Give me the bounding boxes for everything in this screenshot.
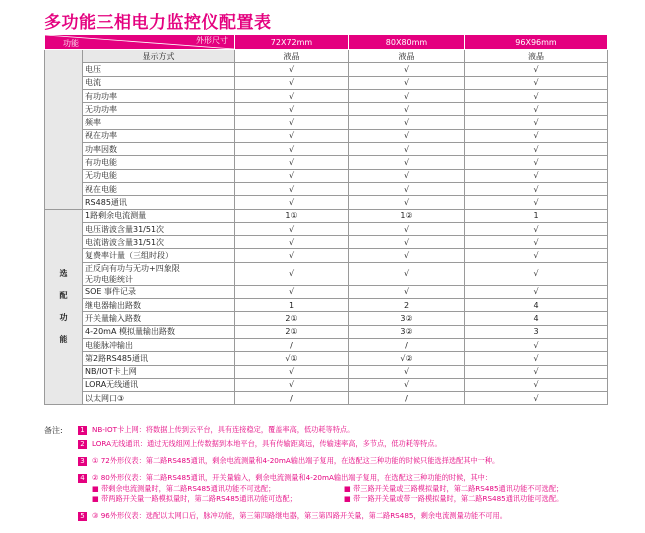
- header-size-label: 外形尺寸: [196, 36, 228, 45]
- cell: √: [349, 103, 465, 116]
- table-row: [45, 116, 608, 129]
- table-row: [45, 312, 608, 325]
- row-name: 电能脉冲输出: [83, 338, 235, 351]
- cell: √: [465, 285, 608, 298]
- cell: /: [235, 392, 349, 405]
- table-header: [45, 35, 608, 50]
- cell: √: [349, 262, 465, 285]
- header-size-72: 72X72mm: [235, 35, 349, 50]
- cell: √: [235, 143, 349, 156]
- cell: √: [349, 116, 465, 129]
- table-row: [45, 338, 608, 351]
- row-name: 无功功率: [83, 103, 235, 116]
- row-name: 继电器输出路数: [83, 299, 235, 312]
- table-row: [45, 262, 608, 285]
- row-name: 频率: [83, 116, 235, 129]
- table-row: [45, 249, 608, 262]
- cell: √: [235, 116, 349, 129]
- cell: 1: [465, 209, 608, 222]
- table-row: [45, 103, 608, 116]
- cell: /: [349, 392, 465, 405]
- table-row: [45, 209, 608, 222]
- cell: 4: [465, 299, 608, 312]
- cell: √: [349, 89, 465, 102]
- cell: √: [465, 76, 608, 89]
- cell: 2①: [235, 325, 349, 338]
- cell: √: [235, 182, 349, 195]
- cell: √: [235, 249, 349, 262]
- note-4d: ■ 带一路开关量或带一路模拟量时，第二路RS485通讯功能可选配。: [344, 494, 564, 503]
- cell: √: [465, 63, 608, 76]
- cell: 3: [465, 325, 608, 338]
- cell: 1①: [235, 209, 349, 222]
- cell: √: [235, 236, 349, 249]
- note-4b: ■ 带三路开关量或三路模拟量时，第二路RS485通讯功能不可选配；: [344, 484, 564, 493]
- cell: √: [349, 222, 465, 235]
- cell: √: [465, 196, 608, 209]
- row-name: RS485通讯: [83, 196, 235, 209]
- cell: √: [465, 129, 608, 142]
- cell: √: [349, 365, 465, 378]
- cell: 液晶: [235, 50, 349, 63]
- row-name: 4-20mA 模拟量输出路数: [83, 325, 235, 338]
- cell: √: [465, 378, 608, 391]
- row-name: 显示方式: [83, 50, 235, 63]
- note-2: 2 LORA无线通讯：通过无线组网上传数据到本地平台，具有传输距离远，传输速率高，多节点，低功耗等特点。: [78, 439, 442, 449]
- table-row: [45, 222, 608, 235]
- cell: √: [235, 262, 349, 285]
- cell: √: [349, 76, 465, 89]
- cell: √: [349, 182, 465, 195]
- cell: √: [349, 129, 465, 142]
- table-row: [45, 285, 608, 298]
- cell: √: [235, 89, 349, 102]
- row-name: LORA无线通讯: [83, 378, 235, 391]
- cell: √: [235, 196, 349, 209]
- table-row: [45, 182, 608, 195]
- row-name: 视在功率: [83, 129, 235, 142]
- cell: √: [235, 169, 349, 182]
- row-name: 电压: [83, 63, 235, 76]
- cell: √: [465, 116, 608, 129]
- cell: √: [235, 129, 349, 142]
- table-row: [45, 299, 608, 312]
- row-name: SOE 事件记录: [83, 285, 235, 298]
- cell: 1②: [349, 209, 465, 222]
- cell: √: [349, 236, 465, 249]
- table-row: [45, 63, 608, 76]
- cell: √: [235, 285, 349, 298]
- cell: √: [349, 378, 465, 391]
- page-title: 多功能三相电力监控仪配置表: [44, 13, 272, 33]
- cell: √: [465, 156, 608, 169]
- cell: √: [349, 249, 465, 262]
- cell: √: [235, 378, 349, 391]
- config-table: [44, 34, 608, 405]
- row-name: NB/IOT卡上网: [83, 365, 235, 378]
- note-3: 3 ① 72外形仪表：第二路RS485通讯，剩余电流测量和4-20mA输出端子复用，在选配这三种功能的时候只能选择选配其中一种。: [78, 456, 499, 466]
- cell: /: [235, 338, 349, 351]
- note-5: 5 ③ 96外形仪表：选配以太网口后，脉冲功能，第三第四路继电器，第三第四路开关量，第二路RS485，剩余电流测量功能不可用。: [78, 511, 507, 521]
- table-row: [45, 129, 608, 142]
- row-name: 第2路RS485通讯: [83, 352, 235, 365]
- note-number: 2: [78, 440, 87, 449]
- note-number: 5: [78, 512, 87, 521]
- table-row: [45, 236, 608, 249]
- cell: √: [465, 392, 608, 405]
- row-name: 有功电能: [83, 156, 235, 169]
- cell: 3②: [349, 312, 465, 325]
- note-number: 3: [78, 457, 87, 466]
- row-name: 视在电能: [83, 182, 235, 195]
- cell: 1: [235, 299, 349, 312]
- table-row: [45, 325, 608, 338]
- row-name: 功率因数: [83, 143, 235, 156]
- cell: √: [465, 222, 608, 235]
- row-name: 复费率计量（三组时段）: [83, 249, 235, 262]
- row-name: 有功功率: [83, 89, 235, 102]
- cell: √①: [235, 352, 349, 365]
- cell: √: [349, 143, 465, 156]
- standard-group-cell: [45, 50, 83, 210]
- row-name: 无功电能: [83, 169, 235, 182]
- cell: √: [465, 249, 608, 262]
- cell: 2: [349, 299, 465, 312]
- cell: 3②: [349, 325, 465, 338]
- cell: √: [465, 143, 608, 156]
- note-4: 4 ② 80外形仪表：第二路RS485通讯，开关量输入，剩余电流测量和4-20mA输出端子复用，在选配这三种功能的时候，其中：: [78, 473, 492, 483]
- row-name: 1路剩余电流测量: [83, 209, 235, 222]
- header-func-label: 功能: [63, 39, 79, 48]
- note-number: 4: [78, 474, 87, 483]
- optional-group-label: 选 配 功 能: [45, 209, 83, 405]
- table-row: [45, 365, 608, 378]
- row-name: 开关量输入路数: [83, 312, 235, 325]
- note-1: 1 NB-IOT卡上网：将数据上传到云平台，具有连接稳定，覆盖率高，低功耗等特点。: [78, 425, 354, 435]
- cell: √: [465, 262, 608, 285]
- notes-label: 备注:: [44, 426, 63, 435]
- note-4a: ■ 带剩余电流测量时，第二路RS485通讯功能不可选配；: [92, 484, 276, 493]
- table-row: [45, 156, 608, 169]
- cell: √②: [349, 352, 465, 365]
- cell: √: [349, 63, 465, 76]
- table-row: [45, 169, 608, 182]
- cell: √: [465, 236, 608, 249]
- row-name: 正反向有功与无功+四象限 无功电能统计: [83, 262, 235, 285]
- table-row: [45, 143, 608, 156]
- cell: √: [465, 352, 608, 365]
- header-size-96: 96X96mm: [465, 35, 608, 50]
- cell: √: [235, 156, 349, 169]
- cell: √: [349, 285, 465, 298]
- table-row: [45, 196, 608, 209]
- header-diagonal-cell: [45, 35, 235, 50]
- cell: √: [235, 222, 349, 235]
- table-row: [45, 378, 608, 391]
- cell: √: [465, 103, 608, 116]
- table-row: [45, 89, 608, 102]
- row-name: 以太网口③: [83, 392, 235, 405]
- table-row: [45, 352, 608, 365]
- row-name: 电压谐波含量31/51次: [83, 222, 235, 235]
- table-row: [45, 50, 608, 63]
- cell: √: [349, 156, 465, 169]
- header-size-80: 80X80mm: [349, 35, 465, 50]
- cell: √: [349, 196, 465, 209]
- cell: √: [235, 365, 349, 378]
- cell: 液晶: [465, 50, 608, 63]
- cell: 2①: [235, 312, 349, 325]
- cell: √: [235, 103, 349, 116]
- cell: √: [235, 63, 349, 76]
- cell: √: [235, 76, 349, 89]
- row-name: 电流谐波含量31/51次: [83, 236, 235, 249]
- note-4c: ■ 带两路开关量一路模拟量时，第二路RS485通讯功能可选配；: [92, 494, 297, 503]
- row-name: 电流: [83, 76, 235, 89]
- cell: √: [349, 169, 465, 182]
- cell: √: [465, 89, 608, 102]
- cell: √: [465, 182, 608, 195]
- table-row: [45, 392, 608, 405]
- table-row: [45, 76, 608, 89]
- note-number: 1: [78, 426, 87, 435]
- cell: 4: [465, 312, 608, 325]
- cell: √: [465, 365, 608, 378]
- cell: √: [465, 338, 608, 351]
- cell: /: [349, 338, 465, 351]
- cell: 液晶: [349, 50, 465, 63]
- cell: √: [465, 169, 608, 182]
